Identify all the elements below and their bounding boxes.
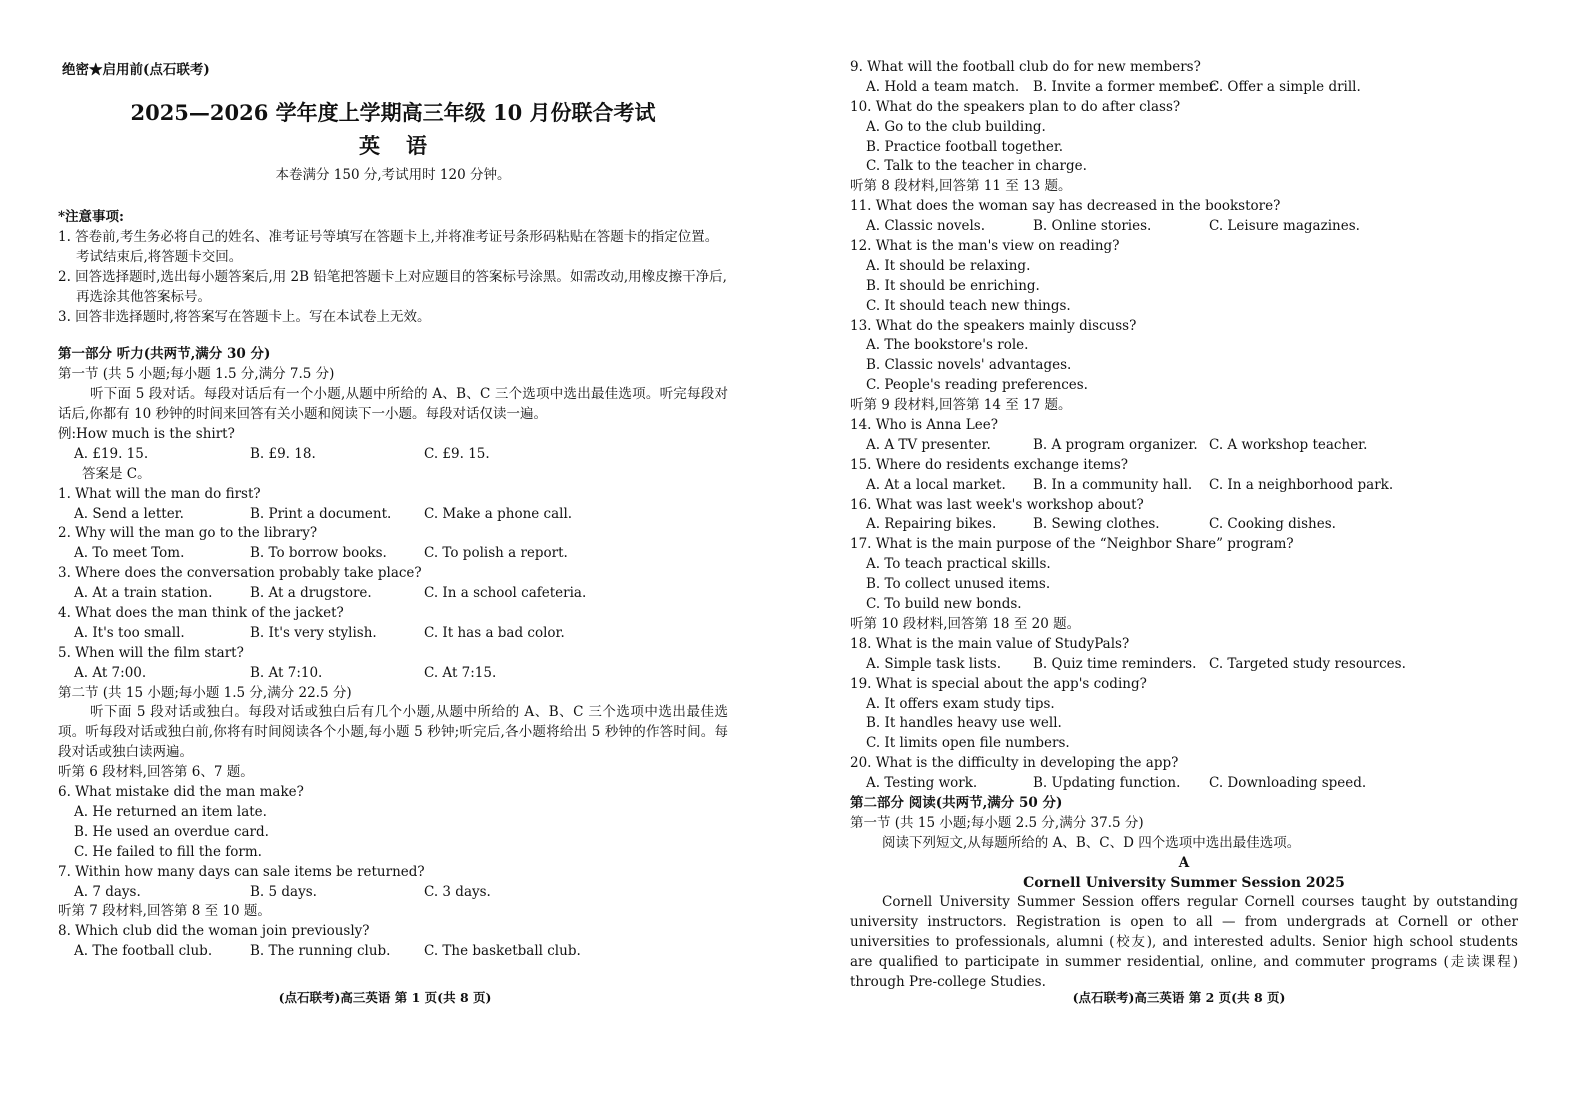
sec2-instructions: 听下面 5 段对话或独白。每段对话或独白后有几个小题,从题中所给的 A、B、C 三个选项中选出最佳选项。听每段对话或独白前,你将有时间阅读各个小题,每小题 5 秒钟;听完后,各小题将给出 5 秒钟的作答时间。每段对话或独白读两遍。 bbox=[58, 704, 728, 761]
question-options bbox=[850, 476, 1518, 496]
option: C. He failed to fill the form. bbox=[74, 843, 262, 860]
option: A. It offers exam study tips. bbox=[866, 695, 1055, 712]
question: 7. Within how many days can sale items be returned? bbox=[58, 863, 425, 880]
option: A. He returned an item late. bbox=[74, 803, 267, 820]
option: A. To meet Tom. bbox=[74, 545, 185, 562]
question-options bbox=[850, 78, 1518, 98]
question: 19. What is special about the app's coding? bbox=[850, 675, 1147, 692]
question: 16. What was last week's workshop about? bbox=[850, 496, 1144, 513]
option: B. To collect unused items. bbox=[866, 576, 1051, 593]
option: A. Testing work. bbox=[866, 775, 978, 792]
question: 2. Why will the man go to the library? bbox=[58, 525, 318, 542]
question: 8. Which club did the woman join previously? bbox=[58, 923, 370, 940]
question-options bbox=[58, 505, 728, 525]
material-label: 听第 7 段材料,回答第 8 至 10 题。 bbox=[58, 903, 271, 920]
question: 12. What is the man's view on reading? bbox=[850, 238, 1120, 255]
option: C. Cooking dishes. bbox=[1209, 516, 1336, 533]
page-1-content bbox=[58, 208, 728, 962]
option: B. Quiz time reminders. bbox=[1033, 655, 1197, 672]
part2-instructions: 阅读下列短文,从每题所给的 A、B、C、D 四个选项中选出最佳选项。 bbox=[882, 834, 1301, 851]
option: A. At a local market. bbox=[866, 476, 1006, 493]
question: 9. What will the football club do for new members? bbox=[850, 59, 1201, 75]
question-options bbox=[850, 515, 1518, 535]
option: A. Hold a team match. bbox=[866, 78, 1020, 95]
question: 17. What is the main purpose of the “Neighbor Share” program? bbox=[850, 536, 1294, 553]
option: B. Print a document. bbox=[250, 505, 392, 522]
question: 11. What does the woman say has decreased in the bookstore? bbox=[850, 198, 1281, 215]
question: 10. What do the speakers plan to do after class? bbox=[850, 98, 1181, 115]
option: C. Downloading speed. bbox=[1209, 775, 1367, 792]
option: B. Invite a former member. bbox=[1033, 78, 1219, 95]
option: C. 3 days. bbox=[424, 883, 491, 900]
example-options bbox=[58, 445, 728, 465]
option: B. At 7:10. bbox=[250, 664, 323, 681]
option: A. £19. 15. bbox=[74, 445, 149, 462]
option: C. In a school cafeteria. bbox=[424, 585, 587, 602]
question: 18. What is the main value of StudyPals? bbox=[850, 635, 1130, 652]
question: 13. What do the speakers mainly discuss? bbox=[850, 317, 1137, 334]
sec1-instructions: 听下面 5 段对话。每段对话后有一个小题,从题中所给的 A、B、C 三个选项中选出最佳选项。听完每段对话后,你都有 10 秒钟的时间来回答有关小题和阅读下一小题。每段对话仅读一遍。 bbox=[58, 386, 728, 423]
option: A. Repairing bikes. bbox=[866, 516, 997, 533]
option: B. £9. 18. bbox=[250, 445, 316, 462]
option: B. In a community hall. bbox=[1033, 476, 1193, 493]
option: B. At a drugstore. bbox=[250, 585, 372, 602]
question-options bbox=[58, 624, 728, 644]
option: B. A program organizer. bbox=[1033, 436, 1198, 453]
option: B. Classic novels' advantages. bbox=[866, 357, 1072, 374]
option: B. It's very stylish. bbox=[250, 624, 377, 641]
question-options bbox=[850, 655, 1518, 675]
option: B. Practice football together. bbox=[866, 138, 1064, 155]
option: C. To build new bonds. bbox=[866, 596, 1022, 613]
page-2-content bbox=[850, 58, 1518, 993]
option: B. To borrow books. bbox=[250, 545, 387, 562]
question: 1. What will the man do first? bbox=[58, 485, 261, 502]
question: 20. What is the difficulty in developing the app? bbox=[850, 755, 1179, 772]
question-options bbox=[850, 436, 1518, 456]
option: A. A TV presenter. bbox=[866, 436, 991, 453]
example-question: 例:How much is the shirt? bbox=[58, 426, 235, 443]
page-footer: (点石联考)高三英语 第 1 页(共 8 页) bbox=[278, 990, 492, 1005]
option: A. The bookstore's role. bbox=[866, 337, 1029, 354]
option: B. It should be enriching. bbox=[866, 277, 1040, 294]
option: A. Send a letter. bbox=[74, 505, 184, 522]
question-options bbox=[850, 774, 1518, 794]
option: C. Offer a simple drill. bbox=[1209, 78, 1361, 95]
exam-title: 2025—2026 学年度上学期高三年级 10 月份联合考试 bbox=[130, 100, 656, 125]
option: C. It has a bad color. bbox=[424, 624, 565, 641]
question-options bbox=[58, 664, 728, 684]
notice-heading: *注意事项: bbox=[58, 209, 125, 225]
question: 5. When will the film start? bbox=[58, 644, 244, 661]
option: C. In a neighborhood park. bbox=[1209, 476, 1394, 493]
passage-letter: A bbox=[1178, 854, 1190, 871]
material-label: 听第 6 段材料,回答第 6、7 题。 bbox=[58, 764, 254, 781]
option: C. It should teach new things. bbox=[866, 297, 1071, 314]
option: A. At 7:00. bbox=[74, 664, 147, 681]
option: C. Talk to the teacher in charge. bbox=[866, 158, 1087, 175]
option: B. Updating function. bbox=[1033, 775, 1181, 792]
sec2-heading: 第二节 (共 15 小题;每小题 1.5 分,满分 22.5 分) bbox=[58, 684, 352, 701]
option: C. A workshop teacher. bbox=[1209, 436, 1368, 453]
question: 3. Where does the conversation probably take place? bbox=[58, 565, 422, 582]
page-2 bbox=[786, 0, 1572, 1107]
material-label: 听第 8 段材料,回答第 11 至 13 题。 bbox=[850, 178, 1072, 195]
option: A. The football club. bbox=[74, 943, 213, 960]
sec1-heading: 第一节 (共 5 小题;每小题 1.5 分,满分 7.5 分) bbox=[58, 366, 335, 383]
option: C. To polish a report. bbox=[424, 545, 568, 562]
example-answer: 答案是 C。 bbox=[82, 465, 151, 482]
passage-title: Cornell University Summer Session 2025 bbox=[1023, 874, 1345, 891]
option: B. Sewing clothes. bbox=[1033, 516, 1160, 533]
option: A. To teach practical skills. bbox=[866, 556, 1051, 573]
option: C. It limits open file numbers. bbox=[866, 735, 1070, 752]
material-label: 听第 9 段材料,回答第 14 至 17 题。 bbox=[850, 397, 1072, 414]
notice-item: 2. 回答选择题时,选出每小题答案后,用 2B 铅笔把答题卡上对应题目的答案标号涂黑。如需改动,用橡皮擦干净后,再选涂其他答案标号。 bbox=[58, 268, 727, 305]
option: C. The basketball club. bbox=[424, 943, 581, 960]
question: 15. Where do residents exchange items? bbox=[850, 456, 1128, 473]
option: C. Targeted study resources. bbox=[1209, 655, 1406, 672]
option: C. Leisure magazines. bbox=[1209, 218, 1360, 235]
option: A. At a train station. bbox=[74, 585, 213, 602]
option: C. People's reading preferences. bbox=[866, 377, 1088, 394]
question: 14. Who is Anna Lee? bbox=[850, 417, 998, 434]
question-options bbox=[58, 544, 728, 564]
subject-title: 英语 bbox=[359, 133, 453, 158]
part1-heading: 第一部分 听力(共两节,满分 30 分) bbox=[58, 346, 271, 363]
notice-item: 1. 答卷前,考生务必将自己的姓名、准考证号等填写在答题卡上,并将准考证号条形码粘贴在答题卡的指定位置。考试结束后,将答题卡交回。 bbox=[58, 228, 719, 265]
option: B. 5 days. bbox=[250, 883, 317, 900]
part2-sec1-heading: 第一节 (共 15 小题;每小题 2.5 分,满分 37.5 分) bbox=[850, 814, 1144, 831]
option: A. Simple task lists. bbox=[866, 655, 1002, 672]
option: A. Go to the club building. bbox=[866, 118, 1046, 135]
option: C. £9. 15. bbox=[424, 445, 490, 462]
score-note: 本卷满分 150 分,考试用时 120 分钟。 bbox=[275, 167, 511, 183]
option: B. He used an overdue card. bbox=[74, 823, 269, 840]
option: A. It should be relaxing. bbox=[866, 257, 1031, 274]
page-footer: (点石联考)高三英语 第 2 页(共 8 页) bbox=[1072, 990, 1286, 1005]
question-options bbox=[58, 883, 728, 903]
option: C. Make a phone call. bbox=[424, 505, 573, 522]
option: A. 7 days. bbox=[74, 883, 141, 900]
option: A. It's too small. bbox=[74, 624, 185, 641]
confidential-label: 绝密★启用前(点石联考) bbox=[62, 62, 210, 78]
option: B. It handles heavy use well. bbox=[866, 715, 1062, 732]
option: A. Classic novels. bbox=[866, 218, 986, 235]
passage-text: Cornell University Summer Session offers regular Cornell courses taught by outstanding university instructors. Registration is open to all — from undergrads at Cornell or other universities to professionals, alumni (校友), and interested adults. Senior high school students are qualified to participate in summer residential, online, and commuter programs (走读课程) through Pre-college Studies. bbox=[850, 894, 1518, 991]
question: 4. What does the man think of the jacket? bbox=[58, 605, 344, 622]
notice-item: 3. 回答非选择题时,将答案写在答题卡上。写在本试卷上无效。 bbox=[58, 308, 431, 325]
material-label: 听第 10 段材料,回答第 18 至 20 题。 bbox=[850, 615, 1081, 632]
option: B. Online stories. bbox=[1033, 218, 1152, 235]
question-options bbox=[850, 217, 1518, 237]
question-options bbox=[58, 942, 728, 962]
question-options bbox=[58, 584, 728, 604]
option: C. At 7:15. bbox=[424, 664, 497, 681]
option: B. The running club. bbox=[250, 943, 391, 960]
part2-heading: 第二部分 阅读(共两节,满分 50 分) bbox=[850, 794, 1063, 811]
question: 6. What mistake did the man make? bbox=[58, 784, 304, 801]
